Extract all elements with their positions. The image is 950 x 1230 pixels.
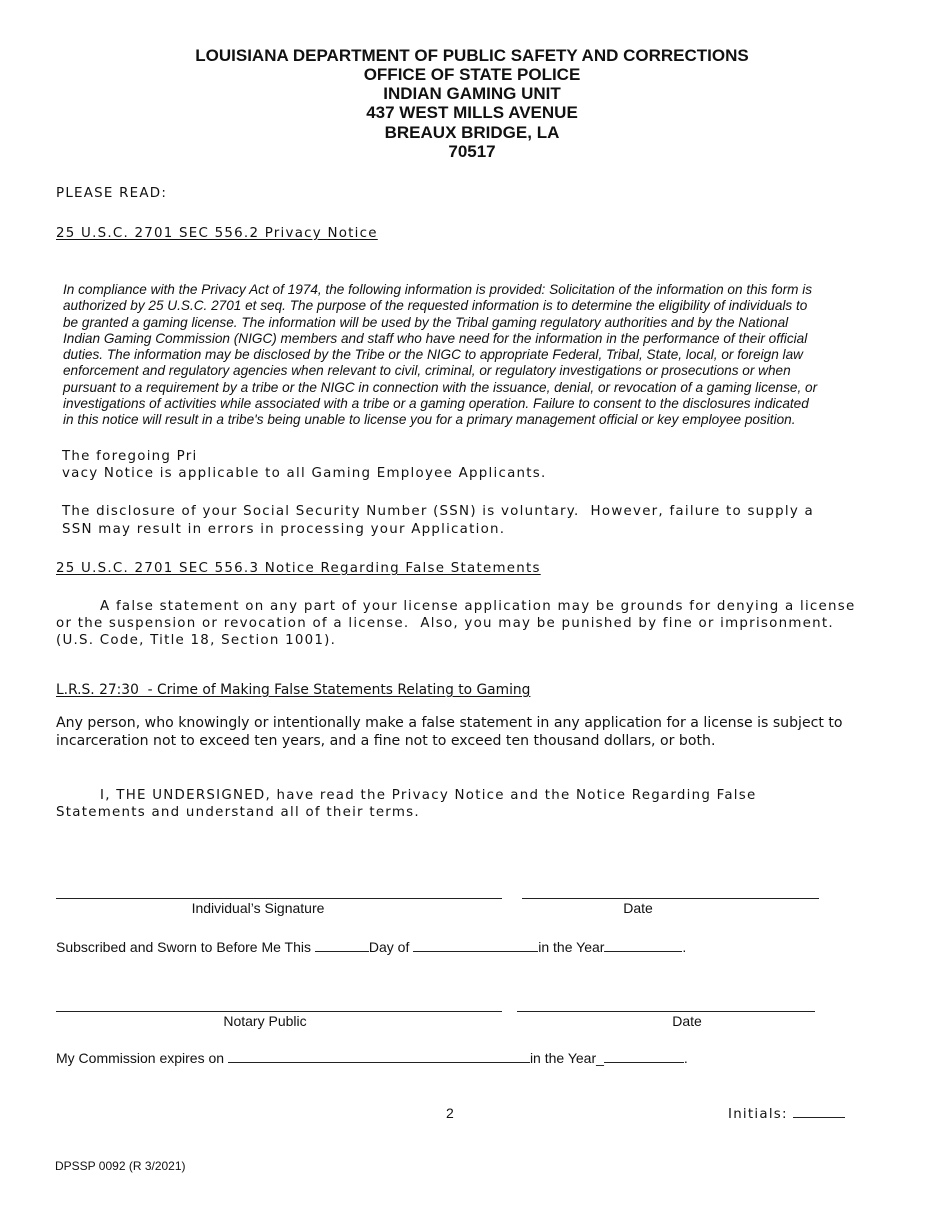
undersigned-line1: I, THE UNDERSIGNED, have read the Privacy Notice and the Notice Regarding False <box>56 788 757 803</box>
initials-label: Initials: <box>728 1107 788 1122</box>
sworn-text: Subscribed and Sworn to Before Me This <box>56 939 315 955</box>
signature-date-line[interactable] <box>522 898 819 899</box>
sworn-year-blank[interactable] <box>604 939 682 952</box>
agency-name: LOUISIANA DEPARTMENT OF PUBLIC SAFETY AND CORRECTIONS <box>195 46 749 65</box>
notary-label: Notary Public <box>223 1013 307 1029</box>
undersigned-line2: Statements and understand all of their terms. <box>56 805 420 820</box>
false-statements-line3: (U.S. Code, Title 18, Section 1001). <box>56 633 337 648</box>
privacy-line: investigations of activities while associated with a tribe or a gaming operation. Failure to consent to the disclosures indicated <box>63 396 809 412</box>
office-name: OFFICE OF STATE POLICE <box>363 65 581 84</box>
sworn-month-blank[interactable] <box>413 939 538 952</box>
false-statements-line2: or the suspension or revocation of a license. Also, you may be punished by fine or imprisonment. <box>56 616 834 631</box>
privacy-notice-body <box>63 282 817 429</box>
sworn-statement <box>56 939 686 955</box>
foregoing-notice-line2: vacy Notice is applicable to all Gaming Employee Applicants. <box>62 466 547 481</box>
privacy-line: be granted a gaming license. The information will be used by the Tribal gaming regulatory authorities and by the National <box>63 314 789 330</box>
false-statements-heading: 25 U.S.C. 2701 SEC 556.3 Notice Regarding False Statements <box>56 561 541 576</box>
privacy-line: in this notice will result in a tribe's being unable to license you for a primary management official or key employee position. <box>63 412 796 428</box>
privacy-line: pursuant to a requirement by a tribe or the NIGC in connection with the issuance, denial, or revocation of a gaming license, or <box>63 379 818 395</box>
foregoing-notice-line1: The foregoing Pri <box>62 449 198 464</box>
commission-period: . <box>683 1050 688 1066</box>
city-state: BREAUX BRIDGE, LA <box>384 123 560 142</box>
sworn-period: . <box>682 939 687 955</box>
privacy-line: authorized by 25 U.S.C. 2701 et seq. The purpose of the requested information is to determine the eligibility of individuals to <box>63 298 808 314</box>
sworn-day-blank[interactable] <box>315 939 369 952</box>
signature-date-label: Date <box>623 900 653 916</box>
commission-year-text: in the Year_ <box>529 1050 604 1066</box>
street-address: 437 WEST MILLS AVENUE <box>366 103 578 122</box>
commission-text: My Commission expires on <box>56 1050 228 1066</box>
privacy-line: In compliance with the Privacy Act of 1974, the following information is provided: Solicitation of the information on this form is <box>63 282 813 297</box>
sworn-year-text: in the Year <box>538 939 605 955</box>
unit-name: INDIAN GAMING UNIT <box>383 84 561 103</box>
notary-date-line[interactable] <box>517 1011 815 1012</box>
notary-date-label: Date <box>672 1013 702 1029</box>
commission-date-blank[interactable] <box>228 1050 530 1063</box>
commission-year-blank[interactable] <box>604 1050 684 1063</box>
please-read-label: PLEASE READ: <box>56 186 168 201</box>
initials-blank[interactable] <box>793 1104 845 1118</box>
form-id: DPSSP 0092 (R 3/2021) <box>55 1159 186 1173</box>
lrs-line2: incarceration not to exceed ten years, and a fine not to exceed ten thousand dollars, or both. <box>56 733 716 749</box>
privacy-line: duties. The information may be disclosed by the Tribe or the NIGC to appropriate Federal, Tribal, State, local, or foreign law <box>63 347 803 363</box>
sworn-day-of-text: Day of <box>368 939 414 955</box>
lrs-heading: L.R.S. 27:30 - Crime of Making False Statements Relating to Gaming <box>56 682 531 698</box>
lrs-line1: Any person, who knowingly or intentionally make a false statement in any application for a license is subject to <box>56 715 843 731</box>
false-statements-line1: A false statement on any part of your license application may be grounds for denying a license <box>56 599 856 614</box>
signature-line[interactable] <box>56 898 502 899</box>
commission-statement <box>56 1050 688 1066</box>
privacy-notice-heading: 25 U.S.C. 2701 SEC 556.2 Privacy Notice <box>56 226 378 241</box>
ssn-notice-line2: SSN may result in errors in processing your Application. <box>62 522 506 537</box>
signature-label: Individual’s Signature <box>191 900 325 916</box>
page-number: 2 <box>446 1105 454 1121</box>
privacy-line: Indian Gaming Commission (NIGC) members and staff who have need for the information in the performance of their official <box>63 330 808 346</box>
ssn-notice-line1: The disclosure of your Social Security Number (SSN) is voluntary. However, failure to supply a <box>62 504 815 519</box>
notary-signature-line[interactable] <box>56 1011 502 1012</box>
privacy-line: enforcement and regulatory agencies when relevant to civil, criminal, or regulatory investigations or prosecutions or when <box>63 363 791 379</box>
initials-field <box>728 1104 845 1123</box>
zip-code: 70517 <box>448 142 496 161</box>
